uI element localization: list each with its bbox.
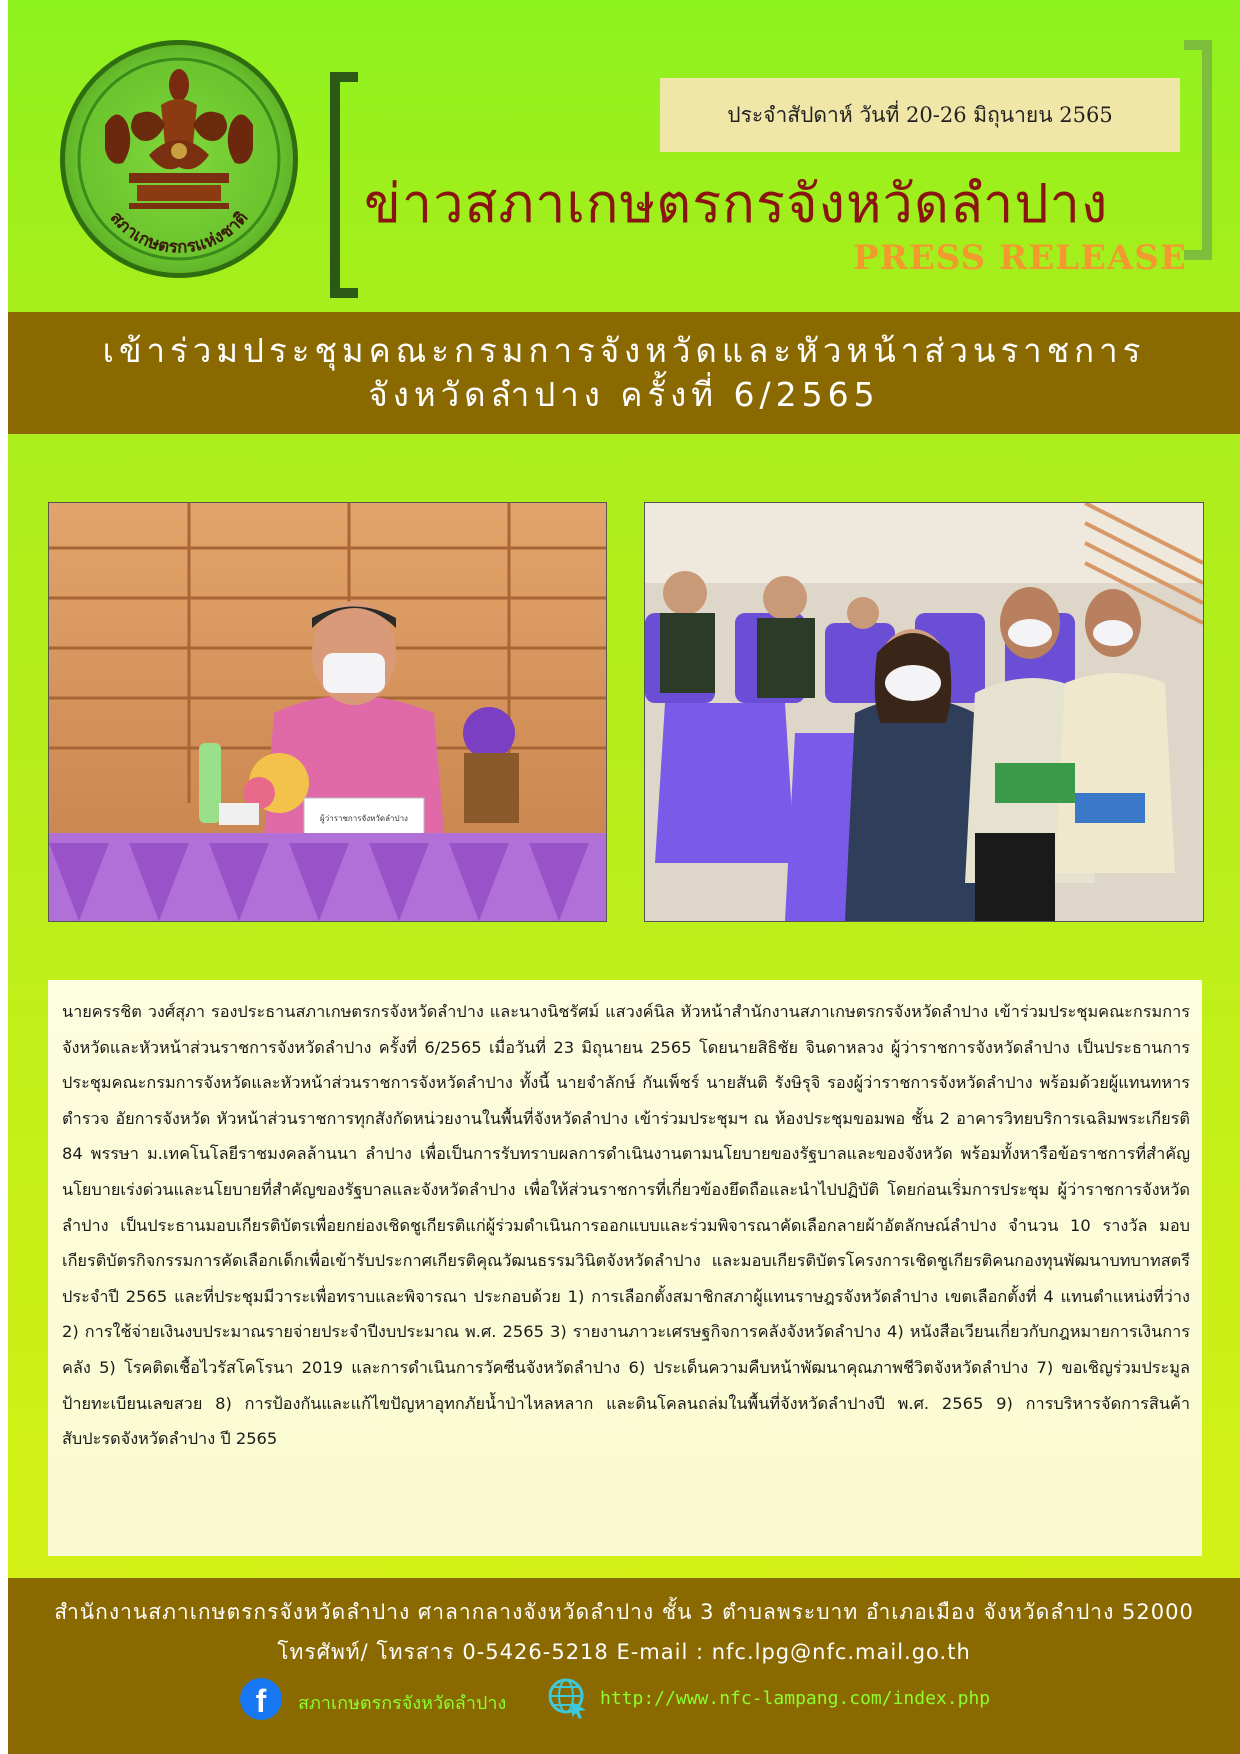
press-release-page	[8, 0, 1240, 1754]
photo-meeting-attendees	[644, 502, 1204, 922]
title-bracket-left	[330, 72, 358, 298]
facebook-icon[interactable]: f	[240, 1678, 282, 1720]
press-release-label: PRESS RELEASE	[853, 238, 1187, 278]
globe-icon[interactable]	[546, 1676, 590, 1720]
headline-line-1: เข้าร่วมประชุมคณะกรมการจังหวัดและหัวหน้าส่วนราชการ	[102, 331, 1146, 370]
council-logo	[60, 40, 298, 278]
logo-ring-text: สภาเกษตรกรแห่งชาติ	[105, 208, 253, 258]
newsletter-title: ข่าวสภาเกษตรกรจังหวัดลำปาง	[364, 172, 1109, 235]
title-bracket-right	[1184, 40, 1212, 260]
article-body: นายครรชิต วงศ์สุภา รองประธานสภาเกษตรกรจังหวัดลำปาง และนางนิชรัศม์ แสวงค์นิล หัวหน้าสำนักงานสภาเกษตรกรจังหวัดลำปาง เข้าร่วมประชุมคณะกรมการจังหวัดและหัวหน้าส่วนราชการจังหวัดลำปาง ครั้งที่ 6/2565 เมื่อวันที่ 23 มิถุนายน 2565 โดยนายสิธิชัย จินดาหลวง ผู้ว่าราชการจังหวัดลำปาง เป็นประธานการประชุมคณะกรมการจังหวัดและหัวหน้าส่วนราชการจังหวัดลำปาง ทั้งนี้ นายจำลักษ์ กันเพ็ชร์ นายสันติ รังษิรุจิ รองผู้ว่าราชการจังหวัดลำปาง พร้อมด้วยผู้แทนทหาร ตำรวจ อัยการจังหวัด หัวหน้าส่วนราชการทุกสังกัดหน่วยงานในพื้นที่จังหวัดลำปาง เข้าร่วมประชุมฯ ณ ห้องประชุมขอมพอ ชั้น 2 อาคารวิทยบริการเฉลิมพระเกียรติ 84 พรรษา ม.เทคโนโลยีราชมงคลล้านนา ลำปาง เพื่อเป็นการรับทราบผลการดำเนินงานตามนโยบายของรัฐบาลและของจังหวัด พร้อมทั้งหารือข้อราชการที่สำคัญ นโยบายเร่งด่วนและนโยบายที่สำคัญของรัฐบาลและจังหวัดลำปาง เพื่อให้ส่วนราชการที่เกี่ยวข้องยึดถือและนำไปปฏิบัติ โดยก่อนเริ่มการประชุม ผู้ว่าราชการจังหวัดลำปาง เป็นประธานมอบเกียรติบัตรเพื่อยกย่องเชิดชูเกียรติแก่ผู้ร่วมดำเนินการออกแบบและร่วมพิจารณาคัดเลือกลายผ้าอัตลักษณ์ลำปาง จำนวน 10 รางวัล มอบเกียรติบัตรกิจกรรมการคัดเลือกเด็กเพื่อเข้ารับประกาศเกียรติคุณวัฒนธรรมวินิตจังหวัดลำปาง และมอบเกียรติบัตรโครงการเชิดชูเกียรติคนกองทุนพัฒนาบทบาทสตรี ประจำปี 2565 และที่ประชุมมีวาระเพื่อทราบและพิจารณา ประกอบด้วย 1) การเลือกตั้งสมาชิกสภาผู้แทนราษฎรจังหวัดลำปาง เขตเลือกตั้งที่ 4 แทนตำแหน่งที่ว่าง 2) การใช้จ่ายเงินงบประมาณรายจ่ายประจำปีงบประมาณ พ.ศ. 2565 3) รายงานภาวะเศรษฐกิจการคลังจังหวัดลำปาง 4) หนังสือเวียนเกี่ยวกับกฎหมายการเงินการคลัง 5) โรคติดเชื้อไวรัสโคโรนา 2019 และการดำเนินการวัคซีนจังหวัดลำปาง 6) ประเด็นความคืบหน้าพัฒนาคุณภาพชีวิตจังหวัดลำปาง 7) ขอเชิญร่วมประมูลป้ายทะเบียนเลขสวย 8) การป้องกันและแก้ไขปัญหาอุทกภัยน้ำป่าไหลหลาก และดินโคลนถล่มในพื้นที่จังหวัดลำปางปี พ.ศ. 2565 9) การบริหารจัดการสินค้าสับปะรดจังหวัดลำปาง ปี 2565	[48, 980, 1202, 1556]
website-link[interactable]: http://www.nfc-lampang.com/index.php	[600, 1688, 991, 1709]
footer	[8, 1578, 1240, 1754]
logo-emblem-icon	[65, 45, 293, 273]
headline-line-2: จังหวัดลำปาง ครั้งที่ 6/2565	[368, 375, 880, 414]
facebook-link[interactable]: สภาเกษตรกรจังหวัดลำปาง	[298, 1693, 507, 1714]
news-headline	[8, 312, 1240, 434]
nameplate-text: ผู้ว่าราชการจังหวัดลำปาง	[320, 814, 408, 823]
photo-governor-presiding	[48, 502, 607, 922]
svg-text:สภาเกษตรกรแห่งชาติ	[106, 208, 252, 258]
footer-address: สำนักงานสภาเกษตรกรจังหวัดลำปาง ศาลากลางจังหวัดลำปาง ชั้น 3 ตำบลพระบาท อำเภอเมือง จังหวัดลำปาง 52000	[54, 1600, 1194, 1624]
issue-week: ประจำสัปดาห์ วันที่ 20-26 มิถุนายน 2565	[660, 78, 1180, 152]
footer-contact: โทรศัพท์/ โทรสาร 0-5426-5218 E-mail : nfc.lpg@nfc.mail.go.th	[277, 1640, 971, 1664]
